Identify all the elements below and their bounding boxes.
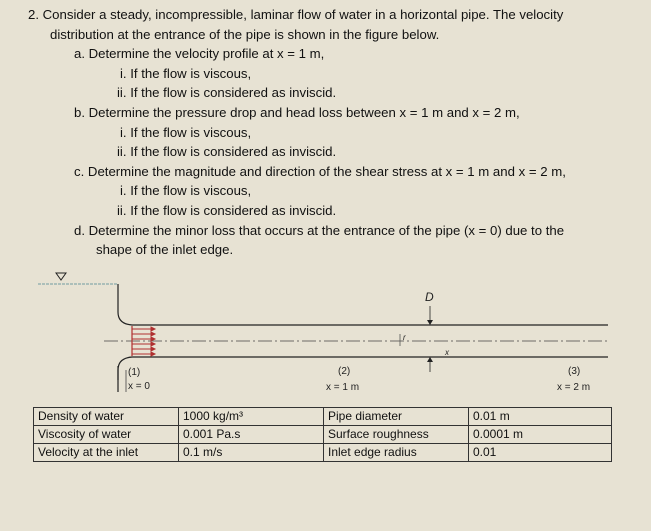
- free-surface-icon: [56, 273, 66, 280]
- table-cell: Pipe diameter: [324, 408, 469, 426]
- part-a: a. Determine the velocity profile at x = 1 m,: [74, 46, 325, 62]
- table-row: [34, 408, 612, 426]
- table-cell: Viscosity of water: [34, 426, 179, 444]
- station-1-x: x = 0: [128, 381, 150, 392]
- part-c-ii: ii. If the flow is considered as inviscid.: [117, 202, 337, 218]
- question-line-2: distribution at the entrance of the pipe is shown in the figure below.: [50, 26, 440, 42]
- table-cell: 0.0001 m: [469, 426, 612, 444]
- table-cell: 0.1 m/s: [179, 444, 324, 462]
- part-d: d. Determine the minor loss that occurs at the entrance of the pipe (x = 0) due to the: [74, 222, 565, 238]
- table-cell: 0.001 Pa.s: [179, 426, 324, 444]
- station-1-label: (1): [128, 367, 141, 378]
- diameter-label: D: [425, 290, 434, 304]
- part-c: c. Determine the magnitude and direction of the shear stress at x = 1 m and x = 2 m,: [74, 163, 566, 179]
- diameter-arrowhead-top: [427, 320, 433, 325]
- properties-table: [33, 407, 612, 462]
- table-cell: 1000 kg/m³: [179, 408, 324, 426]
- pipe-top-wall: [118, 284, 608, 325]
- table-cell: Surface roughness: [324, 426, 469, 444]
- part-a-i: i. If the flow is viscous,: [120, 65, 252, 81]
- question-line-1: 2. Consider a steady, incompressible, laminar flow of water in a horizontal pipe. The velocity: [28, 7, 564, 22]
- table-cell: Inlet edge radius: [324, 444, 469, 462]
- table-cell: Velocity at the inlet: [34, 444, 179, 462]
- part-c-i: i. If the flow is viscous,: [120, 183, 252, 199]
- station-3-x: x = 2 m: [557, 382, 591, 393]
- question-text: [28, 5, 628, 260]
- pipe-figure: [0, 262, 651, 402]
- table-cell: Density of water: [34, 408, 179, 426]
- table-cell: 0.01 m: [469, 408, 612, 426]
- table-row: [34, 426, 612, 444]
- part-b-ii: ii. If the flow is considered as inviscid.: [117, 144, 337, 160]
- station-2-x: x = 1 m: [326, 382, 360, 393]
- diameter-arrowhead-bottom: [427, 357, 433, 362]
- part-b-i: i. If the flow is viscous,: [120, 124, 252, 140]
- station-3-label: (3): [568, 366, 581, 377]
- station-2-label: (2): [338, 366, 351, 377]
- r-label: r: [403, 333, 406, 342]
- table-cell: 0.01: [469, 444, 612, 462]
- x-axis-label: x: [445, 348, 449, 357]
- pipe-bottom-wall: [118, 357, 608, 380]
- table-row: [34, 444, 612, 462]
- part-b: b. Determine the pressure drop and head loss between x = 1 m and x = 2 m,: [74, 104, 520, 120]
- part-a-ii: ii. If the flow is considered as inviscid.: [117, 85, 337, 101]
- part-d-line-2: shape of the inlet edge.: [96, 242, 234, 258]
